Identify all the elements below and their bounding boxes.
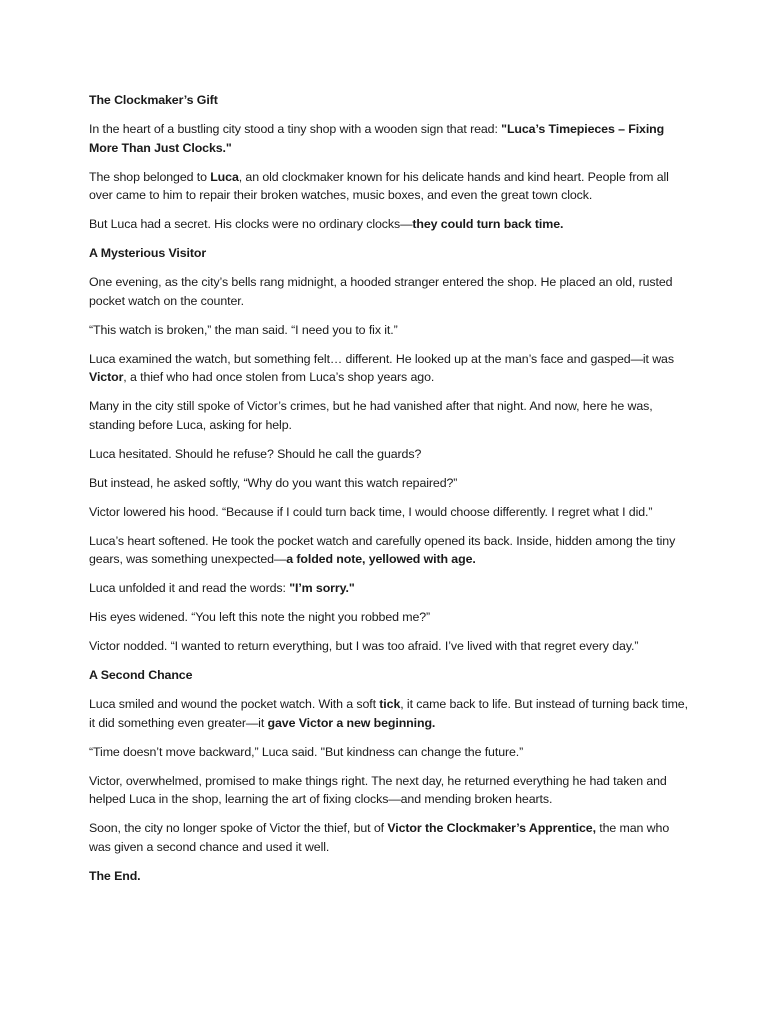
bold-text: Victor xyxy=(89,370,124,384)
paragraph: But instead, he asked softly, “Why do you want this watch repaired?” xyxy=(89,475,458,490)
section-heading-mysterious-visitor: A Mysterious Visitor xyxy=(89,246,207,260)
bold-text: "I’m sorry." xyxy=(289,581,355,595)
bold-text: Victor the Clockmaker’s Apprentice, xyxy=(387,821,596,835)
bold-text: "Luca’s Timepieces – Fixing More Than Just Clocks." xyxy=(89,122,665,155)
text-run: , a thief who had once stolen from Luca’s shop years ago. xyxy=(123,370,435,384)
text-run: Luca unfolded it and read the words: xyxy=(89,581,290,595)
paragraph: Luca hesitated. Should he refuse? Should he call the guards? xyxy=(89,446,422,461)
bold-text: tick xyxy=(379,697,401,711)
bold-text: a folded note, yellowed with age. xyxy=(286,552,476,566)
document-page xyxy=(89,91,689,896)
text-run: , an old clockmaker known for his delicate hands and kind heart. People from all over came to him to repair their broken watches, music boxes, and even the great town clock. xyxy=(89,169,669,202)
paragraph: One evening, as the city’s bells rang midnight, a hooded stranger entered the shop. He placed an old, rusted pocket watch on the counter. xyxy=(89,275,673,308)
story-title: The Clockmaker’s Gift xyxy=(89,93,218,107)
text-run: , it came back to life. But instead of turning back time, it did something even greater—it xyxy=(89,697,688,730)
text-run: the man who was given a second chance and used it well. xyxy=(89,821,670,854)
section-heading-second-chance: A Second Chance xyxy=(89,668,193,682)
intro-paragraph-3 xyxy=(89,215,689,234)
paragraph xyxy=(89,350,689,387)
paragraph xyxy=(89,579,689,598)
paragraph: Victor, overwhelmed, promised to make things right. The next day, he returned everything he had taken and helped Luca in the shop, learning the art of fixing clocks—and mending broken hearts. xyxy=(89,773,667,806)
paragraph: His eyes widened. “You left this note the night you robbed me?” xyxy=(89,610,431,624)
paragraph: “This watch is broken,” the man said. “I need you to fix it.” xyxy=(89,322,398,337)
paragraph xyxy=(89,819,689,856)
paragraph: Victor lowered his hood. “Because if I could turn back time, I would choose differently. I regret what I did.” xyxy=(89,504,653,519)
text-run: Soon, the city no longer spoke of Victor the thief, but of xyxy=(89,821,388,835)
story-ending: The End. xyxy=(89,868,141,883)
paragraph xyxy=(89,532,689,569)
text-run: Luca’s heart softened. He took the pocket watch and carefully opened its back. Inside, hidden among the tiny gears, was something unexpected— xyxy=(89,533,676,566)
text-run: But Luca had a secret. His clocks were no ordinary clocks— xyxy=(89,217,413,231)
bold-text: Luca xyxy=(210,169,239,184)
intro-paragraph-2 xyxy=(89,168,689,205)
bold-text: they could turn back time. xyxy=(412,217,564,231)
paragraph: Many in the city still spoke of Victor’s crimes, but he had vanished after that night. And now, here he was, standing before Luca, asking for help. xyxy=(89,399,653,432)
paragraph: “Time doesn’t move backward,” Luca said. "But kindness can change the future.” xyxy=(89,744,524,759)
text-run: Luca smiled and wound the pocket watch. With a soft xyxy=(89,697,380,711)
paragraph xyxy=(89,695,689,732)
text-run: Luca examined the watch, but something felt… different. He looked up at the man’s face and gasped—it was xyxy=(89,351,674,366)
text-run: The shop belonged to xyxy=(89,169,211,184)
bold-text: gave Victor a new beginning. xyxy=(267,715,436,730)
paragraph: Victor nodded. “I wanted to return everything, but I was too afraid. I’ve lived with that regret every day.” xyxy=(89,639,639,653)
text-run: In the heart of a bustling city stood a tiny shop with a wooden sign that read: xyxy=(89,122,502,136)
intro-paragraph-1 xyxy=(89,120,689,157)
